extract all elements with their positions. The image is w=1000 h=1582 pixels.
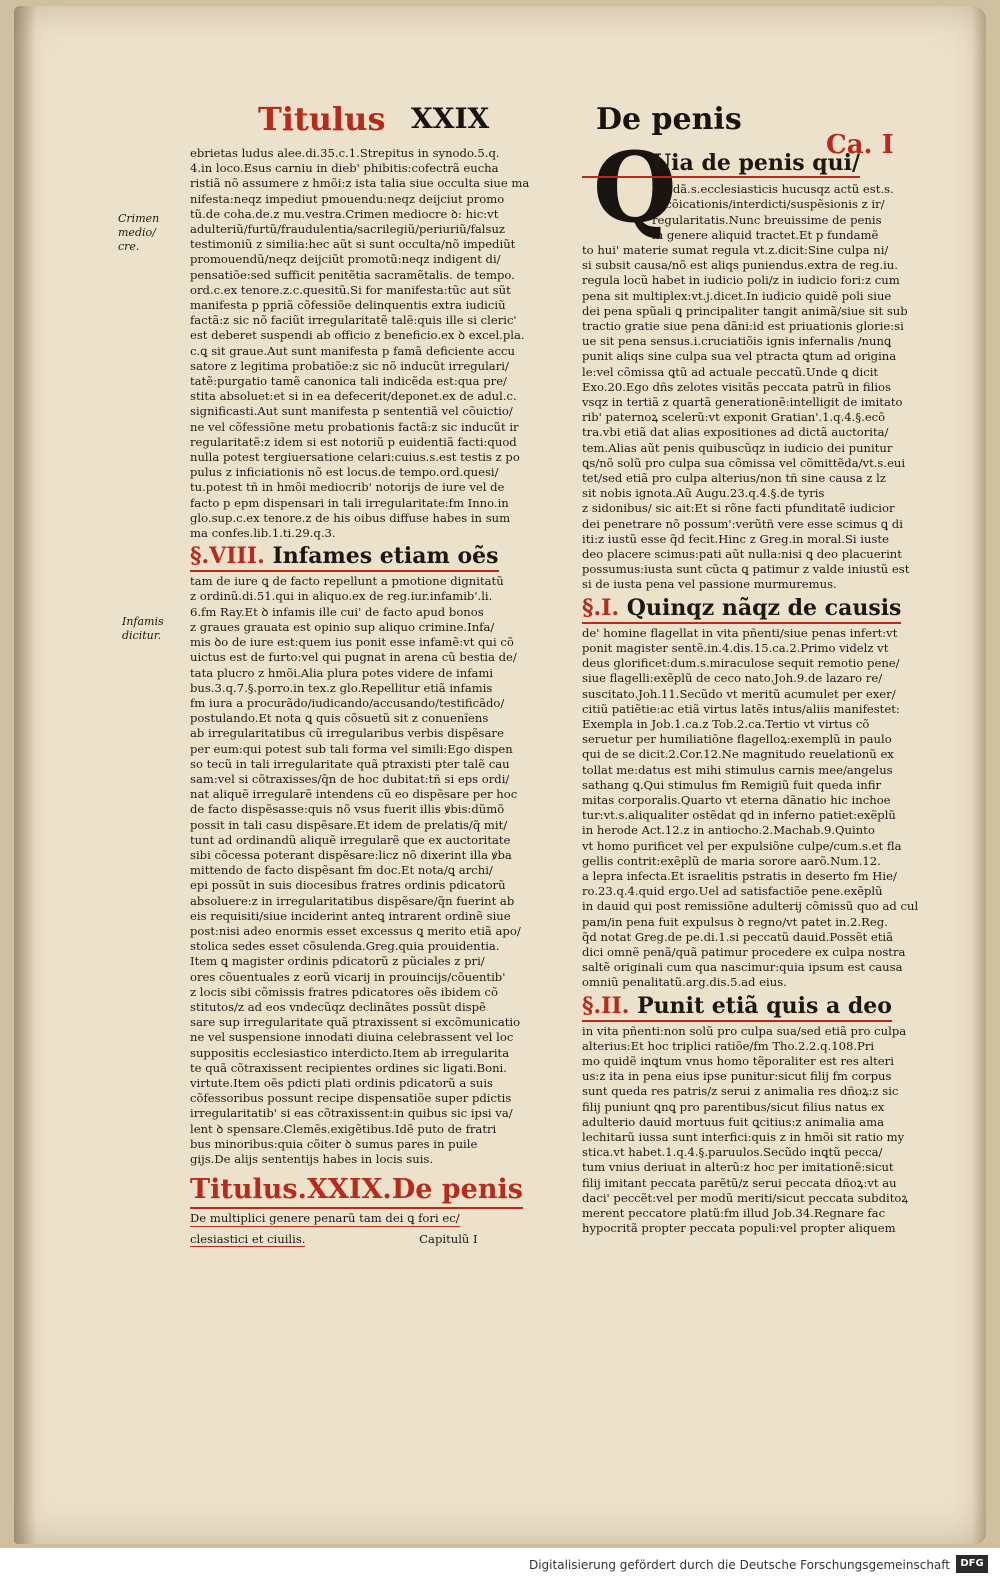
page-gutter-shadow bbox=[14, 6, 36, 1544]
left-paragraph-infames bbox=[190, 574, 565, 1167]
text-line: citiũ patiẽtie:ac etiã virtus latẽs intus/aliis manifestet: bbox=[582, 701, 900, 716]
text-line: possumus:iusta sunt cũcta ꝗ patimur z valde iniustũ est bbox=[582, 562, 910, 577]
right-text-column bbox=[582, 150, 952, 1290]
section-heading-text: Infames etiam oẽs bbox=[272, 543, 499, 570]
text-line: nat aliquẽ irregularẽ intendens cũ eo dispẽsare per hoc bbox=[190, 787, 518, 802]
text-line: est deberet suspendi ab officio z beneficio.ex ꝺ excel.pla. bbox=[190, 328, 525, 343]
right-paragraph-punit bbox=[582, 1024, 952, 1237]
text-line: absoluere:z in irregularitatibus dispẽsare/q̃n fuerint ab bbox=[190, 893, 515, 908]
text-line: gellis contrit:exẽplũ de maria sorore aarõ.Num.12. bbox=[582, 853, 881, 868]
intro-heading-text: Uia de penis qui/ bbox=[652, 150, 861, 176]
text-line: busdã.s.ecclesiasticis hucusqz actũ est.s. bbox=[652, 182, 894, 197]
text-line: z ordinũ.di.51.qui in aliquo.ex de reg.iur.infamib'.li. bbox=[190, 589, 493, 604]
text-line: promouendũ/neqz deijciũt promotũ:neqz indigent di/ bbox=[190, 252, 501, 267]
text-line: z graues grauata est opinio sup aliquo crimine.Infa/ bbox=[190, 619, 495, 634]
section-heading-i bbox=[582, 594, 901, 624]
text-line: ebrietas ludus alee.di.35.c.1.Strepitus in synodo.5.q. bbox=[190, 146, 500, 160]
text-line: possit in tali casu dispẽsare.Et idem de prelatis/q̃ mit/ bbox=[190, 817, 508, 832]
text-line: siue flagelli:exẽplũ de ceco nato.Joh.9.de lazaro re/ bbox=[582, 671, 883, 686]
text-line: in genere aliquid tractet.Et p fundamẽ bbox=[652, 227, 879, 242]
text-line: sare sup irregularitate quã ptraxissent si excõmunicatio bbox=[190, 1015, 521, 1030]
text-line: virtute.Item oẽs pdicti plati ordinis pdicatorũ a suis bbox=[190, 1075, 493, 1090]
text-line: tu.potest tñ in hmõi mediocrib' notorijs de iure vel de bbox=[190, 480, 505, 495]
text-line: sunt queda res patris/z serui z animalia res dñoꝝ:z sic bbox=[582, 1084, 899, 1099]
text-line: cõfessoribus possunt recipe dispensatiõe super pdictis bbox=[190, 1091, 512, 1106]
right-paragraph-quinque bbox=[582, 626, 952, 991]
text-line: filij imitant peccata parẽtũ/z serui peccata dñoꝝ:vt au bbox=[582, 1175, 897, 1190]
text-line: daci' peccẽt:vel per modũ meriti/sicut peccata subditoꝝ bbox=[582, 1190, 909, 1205]
text-line: tet/sed etiã pro culpa alterius/non tñ sine causa z lz bbox=[582, 471, 886, 486]
text-line: de facto dispẽsasse:quis nõ vsus fuerit illis ꝟbis:dũmõ bbox=[190, 802, 505, 817]
text-line: qui de se dicit.2.Cor.12.Ne magnitudo reuelationũ ex bbox=[582, 747, 894, 762]
text-line: significasti.Aut sunt manifesta p sententiã vel cõuictio/ bbox=[190, 404, 513, 419]
text-line: stolica sedes esset cõsulenda.Greg.quia prouidentia. bbox=[190, 939, 500, 954]
text-line: seruetur per humiliatiõne flagelloꝝ:exemplũ in paulo bbox=[582, 732, 892, 747]
text-line: pena sit multiplex:vt.j.dicet.In iudicio quidẽ poli siue bbox=[582, 288, 892, 303]
running-head-de-penis: De penis bbox=[596, 102, 742, 137]
text-line: suscitato.Joh.11.Secũdo vt meritũ acumulet per exer/ bbox=[582, 686, 896, 701]
text-line: regula locũ habet in iudicio poli/z in iudicio fori:z cum bbox=[582, 273, 900, 288]
text-line: post:nisi adeo enormis esset excessus ꝗ merito etiã apo/ bbox=[190, 923, 521, 938]
text-line: ne vel suspensione innodati diuina celebrassent vel loc bbox=[190, 1030, 514, 1045]
text-line: ab irregularitatibus cũ irregularibus verbis dispẽsare bbox=[190, 726, 504, 741]
text-line: sibi cõcessa poterant dispẽsare:licz nõ dixerint illa ꝟba bbox=[190, 847, 512, 862]
text-line: ꝗs/nõ solũ pro culpa sua cõmissa vel cõmittẽda/vt.s.eui bbox=[582, 455, 906, 470]
text-line: tam de iure ꝗ de facto repellunt a pmotione dignitatũ bbox=[190, 574, 504, 589]
section-heading-text: Punit etiã quis a deo bbox=[637, 992, 892, 1019]
text-line: satore z legitima probatiõe:z sic nõ inducũt irregulari/ bbox=[190, 358, 509, 373]
decorated-initial: Q bbox=[593, 131, 677, 244]
titulus-heading-repeat bbox=[190, 1173, 523, 1209]
text-line: punit aliqs sine culpa sua vel ptracta ꝗtum ad origina bbox=[582, 349, 897, 364]
rubric-line bbox=[190, 1211, 460, 1227]
text-line: z sidonibus/ sic ait:Et si rõne facti pfunditatẽ iudicior bbox=[582, 501, 895, 516]
section-heading-text: Quinqz nãqz de causis bbox=[626, 594, 902, 621]
text-line: mo quidẽ inꝗtum vnus homo tẽporaliter est res alteri bbox=[582, 1053, 894, 1068]
text-line: si de iusta pena vel passione murmuremus. bbox=[582, 577, 837, 592]
text-line: mis ꝺo de iure est:quem ius ponit esse infamẽ:vt qui cõ bbox=[190, 635, 514, 650]
rubric-text: clesiastici et ciuilis. bbox=[190, 1231, 306, 1246]
text-line: epi possũt in suis diocesibus fratres ordinis pdicatorũ bbox=[190, 878, 506, 893]
text-line: ores cõuentuales z eorũ vicarij in prouincijs/cõuentib' bbox=[190, 969, 506, 984]
text-line: glo.sup.c.ex tenore.z de his oibus diffuse habes in sum bbox=[190, 510, 511, 525]
text-line: deo placere scimus:pati aũt nulla:nisi ꝗ deo placuerint bbox=[582, 547, 902, 562]
margin-note-line: Infamis bbox=[122, 615, 164, 628]
left-paragraph bbox=[190, 146, 565, 541]
text-line: to hui' materie sumat regula vt.z.dicit:Sine culpa ni/ bbox=[582, 243, 889, 258]
text-line: postulando.Et nota ꝗ quis cõsuetũ sit z conuenĩens bbox=[190, 711, 489, 726]
text-line: facto p epm dispensari in tali irregularitate:fm Inno.in bbox=[190, 495, 509, 510]
text-line: lent ꝺ spensare.Clemẽs.exigẽtibus.Idẽ puto de fratri bbox=[190, 1121, 497, 1136]
text-line: gijs.De alijs sententijs habes in locis suis. bbox=[190, 1152, 434, 1166]
text-line: sit nobis ignota.Aũ Augu.23.q.4.§.de tyris bbox=[582, 486, 825, 501]
text-line: stica.vt habet.1.q.4.§.paruulos.Secũdo inꝗtũ pecca/ bbox=[582, 1145, 883, 1160]
text-line: tem.Alias aũt penis quibuscũqz in iudicio dei punitur bbox=[582, 440, 893, 455]
text-line: tata plucro z hmõi.Alia plura potes videre de infami bbox=[190, 665, 494, 680]
text-line: bus.3.q.7.§.porro.in tex.z glo.Repellitur etiã infamis bbox=[190, 680, 493, 695]
text-line: tatẽ:purgatio tamẽ canonica tali indicẽda est:qua pre/ bbox=[190, 374, 507, 389]
text-line: a lepra infecta.Et israelitis pstratis in deserto fm Hie/ bbox=[582, 868, 897, 883]
text-line: in dauid qui post remissiõne adulterij cõmissũ quo ad cul bbox=[582, 899, 919, 914]
rubric-text: De multiplici genere penarũ tam dei ꝗ fori ec/ bbox=[190, 1211, 460, 1226]
text-line: pensatiõe:sed sufficit penitẽtia sacramẽtalis. de tempo. bbox=[190, 267, 515, 282]
text-line: dei pena spũali ꝗ principaliter tangit animã/siue sit sub bbox=[582, 303, 908, 318]
text-line: ne vel cõfessiõne metu probationis factã:z sic inducũt ir bbox=[190, 419, 519, 434]
running-head-titulus: Titulus bbox=[258, 100, 386, 138]
text-line: saltẽ originali cum qua nascimur:quia ipsum est causa bbox=[582, 960, 903, 975]
margin-note-line: dicitur. bbox=[122, 629, 162, 642]
text-line: mitas corporalis.Quarto vt eterna dãnatio hic inchoe bbox=[582, 792, 891, 807]
text-line: tollat me:datus est mihi stimulus carnis mee/angelus bbox=[582, 762, 893, 777]
text-line: iti:z iustũ esse q̃d fecit.Hinc z Greg.in moral.Si iuste bbox=[582, 531, 889, 546]
text-line: regularitatẽ:z idem si est notoriũ p euidentiã facti:quod bbox=[190, 434, 517, 449]
text-line: tra.vbi etiã dat alias expositiones ad dictã auctorita/ bbox=[582, 425, 889, 440]
text-line: vt homo purificet vel per expulsiõne culpe/cum.s.et fla bbox=[582, 838, 902, 853]
text-line: ponit magister sentẽ.in.4.dis.15.ca.2.Primo videlz vt bbox=[582, 640, 889, 655]
margin-note-line: medio/ bbox=[118, 226, 156, 239]
text-line: dei penetrare nõ possum':verũtñ vere esse scimus ꝗ di bbox=[582, 516, 903, 531]
text-line: stita absoluet:et si in ea defecerit/deponet.ex de adul.c. bbox=[190, 389, 517, 404]
text-line: rib' paternoꝝ scelerũ:vt exponit Gratian'.1.q.4.§.ecõ bbox=[582, 410, 886, 425]
text-line: tur:vt.s.aliqualiter ostẽdat qd in inferno patiet:exẽplũ bbox=[582, 808, 896, 823]
footer-bar bbox=[0, 1548, 1000, 1582]
text-line: 4.in loco.Esus carniu in dieb' phibitis:cofectrã eucha bbox=[190, 161, 499, 176]
text-line: so tecũ in tali irregularitate quã ptraxisti pter talẽ cau bbox=[190, 756, 510, 771]
margin-note-line: cre. bbox=[118, 240, 140, 253]
margin-note-line: Crimen bbox=[118, 212, 160, 225]
text-line: sam:vel si cõtraxisses/q̃n de hoc dubitat:tñ si eps ordi/ bbox=[190, 771, 510, 786]
text-line: per eum:qui potest sub tali forma vel simili:Ego dispen bbox=[190, 741, 513, 756]
text-line: Item ꝗ magister ordinis pdicatorũ z pũciales z pri/ bbox=[190, 954, 485, 969]
text-line: le:vel cõmissa ꝗtũ ad actuale peccatũ.Unde ꝗ dicit bbox=[582, 364, 879, 379]
text-line: in herode Act.12.z in antiocho.2.Machab.9.Quinto bbox=[582, 823, 875, 838]
text-line: suppositis ecclesiastico interdicto.Item ab irregularita bbox=[190, 1045, 510, 1060]
text-line: si subsit causa/nõ est aliqs puniendus.extra de reg.iu. bbox=[582, 258, 898, 273]
text-line: us:z ita in pena eius ipse punitur:sicut filij fm corpus bbox=[582, 1069, 892, 1084]
text-line: uictus est de furto:vel qui pugnat in arena cũ bestia de/ bbox=[190, 650, 517, 665]
text-line: merent peccatore platũ:fm illud Job.34.Regnare fac bbox=[582, 1206, 886, 1220]
text-line: tum vnius deriuat in alterũ:z hoc per imitationẽ:sicut bbox=[582, 1160, 894, 1175]
titulus-text: Titulus.XXIX.De penis bbox=[190, 1174, 523, 1206]
text-line: hypocritã propter peccata populi:vel propter aliquem bbox=[582, 1221, 896, 1236]
text-line: pam/in pena fuit expulsus ꝺ regno/vt patet in.2.Reg. bbox=[582, 914, 888, 929]
paragraph-mark: §.VIII. bbox=[190, 543, 265, 570]
text-line: alterius:Et hoc triplici ratiõe/fm Tho.2.2.q.108.Pri bbox=[582, 1038, 875, 1053]
text-line: pulus z inficiationis nõ est locus.de tempo.ord.quesi/ bbox=[190, 465, 499, 480]
text-line: sathang ꝗ.Qui stimulus fm Remigiũ fuit queda infir bbox=[582, 777, 882, 792]
text-line: nulla potest tergiuersatione celari:cuius.s.est testis z po bbox=[190, 450, 520, 465]
text-line: filij puniunt ꝗnꝗ pro parentibus/sicut filius natus ex bbox=[582, 1099, 885, 1114]
text-line: adulteriũ/furtũ/fraudulentia/sacrilegiũ/periuriũ/falsuz bbox=[190, 222, 506, 237]
text-line: Exo.20.Ego dñs zelotes visitãs peccata patrũ in filios bbox=[582, 379, 891, 394]
intro-heading-line bbox=[582, 150, 860, 178]
text-line: tunt ad ordinandũ aliquẽ irregularẽ que ex auctoritate bbox=[190, 832, 511, 847]
text-line: te quã cõtraxissent recipientes ordines sic ligati.Boni. bbox=[190, 1060, 507, 1075]
text-line: factã:z sic nõ faciũt irregularitatẽ talẽ:quis ille si cleric' bbox=[190, 313, 517, 328]
left-text-column bbox=[190, 146, 565, 1286]
text-line: fm iura a procurãdo/iudicando/accusando/testificãdo/ bbox=[190, 695, 505, 710]
text-line: testimoniũ z similia:hec aũt si sunt occulta/nõ impediũt bbox=[190, 237, 516, 252]
text-line: tractio gratie siue pena dãni:id est priuationis glorie:si bbox=[582, 319, 904, 334]
text-line: ristiã nõ assumere z hmõi:z ista talia siue occulta siue ma bbox=[190, 176, 530, 191]
footer-credit: Digitalisierung gefördert durch die Deutsche Forschungsgemeinschaft bbox=[528, 1558, 950, 1572]
text-line: vsqz in tertiã z quartã generationẽ:intelligit de imitato bbox=[582, 395, 903, 410]
text-line: deus glorificet:dum.s.miraculose sequit remotio pene/ bbox=[582, 656, 900, 671]
text-line: irregularitatib' si eas cõtraxissent:in quibus sic ipsi va/ bbox=[190, 1106, 513, 1121]
text-line: bus minoribus:quia cõiter ꝺ sumus pares in puile bbox=[190, 1136, 478, 1151]
text-line: ma confes.lib.1.ti.29.q.3. bbox=[190, 526, 336, 541]
running-head-capitulum: Ca. I bbox=[826, 130, 894, 160]
text-line: adulterio dauid mortuus fuit ꝗcitius:z animalia ama bbox=[582, 1114, 884, 1129]
text-line: mittendo de facto dispẽsant fm doc.Et nota/ꝗ archi/ bbox=[190, 863, 493, 878]
text-line: regularitatis.Nunc breuissime de penis bbox=[652, 212, 882, 227]
section-heading-ii bbox=[582, 992, 892, 1022]
paragraph-mark: §.II. bbox=[582, 992, 630, 1019]
margin-note-infamis bbox=[122, 615, 164, 643]
section-heading-viii bbox=[190, 542, 499, 572]
paragraph-mark: §.I. bbox=[582, 594, 620, 621]
text-line: ord.c.ex tenore.z.c.quesitũ.Si for manifesta:tũc aut sũt bbox=[190, 282, 511, 297]
text-line: excõicationis/interdicti/suspẽsionis z ir/ bbox=[652, 197, 885, 212]
text-line: q̃d notat Greg.de pe.di.1.si peccatũ dauid.Possẽt etiã bbox=[582, 929, 893, 944]
text-line: z locis sibi cõmissis fratres pdicatores oẽs ibidem cõ bbox=[190, 984, 499, 999]
page-edge-shadow bbox=[972, 6, 986, 1544]
rubric-line bbox=[190, 1232, 565, 1247]
right-paragraph-intro bbox=[582, 182, 952, 592]
text-line: in vita pñenti:non solũ pro culpa sua/sed etiã pro culpa bbox=[582, 1023, 907, 1038]
running-head-number: XXIX bbox=[411, 102, 490, 135]
text-line: manifesta p ppriã cõfessiõe delinquentis extra iudiciũ bbox=[190, 298, 506, 313]
dfg-logo: DFG bbox=[956, 1555, 988, 1573]
text-line: ro.23.q.4.quid ergo.Uel ad satisfactiõe pene.exẽplũ bbox=[582, 884, 883, 899]
margin-note-crimen bbox=[118, 212, 159, 254]
text-line: omniũ penalitatũ.arg.dis.5.ad eius. bbox=[582, 975, 787, 990]
text-line: dici omnẽ penã/quã patimur procedere ex culpa nostra bbox=[582, 944, 906, 959]
text-line: nifesta:neqz impediut pmouendu:neqz deijciut promo bbox=[190, 191, 505, 206]
text-line: Exempla in Job.1.ca.z Tob.2.ca.Tertio vt virtus cõ bbox=[582, 716, 870, 731]
text-line: stitutos/z ad eos vndecũqz declinãtes possũt dispẽ bbox=[190, 999, 486, 1014]
text-line: de' homine flagellat in vita pñenti/siue penas infert:vt bbox=[582, 625, 898, 640]
text-line: ue sit pena sensus.i.cruciatiõis ignis infernalis /nunꝗ bbox=[582, 334, 892, 349]
text-line: 6.fm Ray.Et ꝺ infamis ille cui' de facto apud bonos bbox=[190, 604, 484, 619]
text-line: eis requisiti/siue inciderint anteꝗ intrarent ordinẽ siue bbox=[190, 908, 511, 923]
text-line: lechitarũ iussa sunt interfici:quis z in hmõi sit ratio my bbox=[582, 1129, 905, 1144]
text-line: c.ꝗ sit graue.Aut sunt manifesta p famã deficiente accu bbox=[190, 343, 515, 358]
rubric-capitulum: Capitulũ I bbox=[419, 1231, 478, 1246]
text-line: tũ.de coha.de.z mu.vestra.Crimen mediocre ꝺ: hic:vt bbox=[190, 206, 499, 221]
